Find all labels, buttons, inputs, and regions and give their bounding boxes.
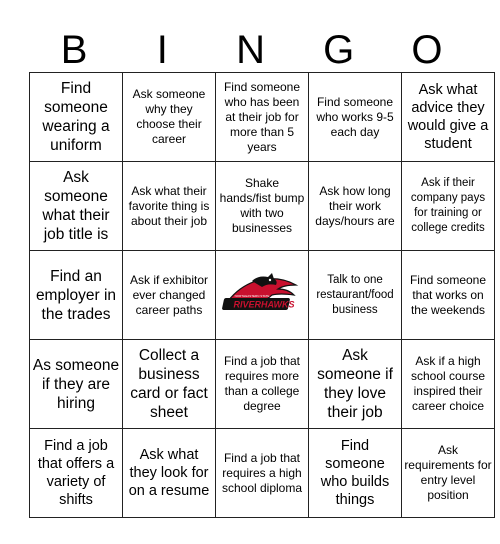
bingo-cell[interactable]: Ask what their favorite thing is about their job [123, 162, 216, 251]
bingo-board [29, 72, 495, 518]
header-letter-o: O [411, 28, 443, 72]
bingo-cell[interactable]: Find someone wearing a uniform [30, 73, 123, 162]
board-row [30, 251, 495, 340]
bingo-cell[interactable]: Shake hands/fist bump with two businesses [216, 162, 309, 251]
header-letter-i: I [156, 28, 168, 72]
bingo-cell[interactable]: As someone if they are hiring [30, 340, 123, 429]
board-row [30, 429, 495, 518]
riverhawks-logo [218, 251, 306, 339]
header-letter-n: N [236, 28, 265, 72]
bingo-cell[interactable]: Find a job that offers a variety of shifts [30, 429, 123, 518]
bingo-cell[interactable]: Ask what advice they would give a student [402, 73, 495, 162]
bingo-cell[interactable]: Ask someone why they choose their career [123, 73, 216, 162]
bingo-cell[interactable]: Find someone who has been at their job for more than 5 years [216, 73, 309, 162]
board-row [30, 162, 495, 251]
bingo-cell[interactable]: Find a job that requires a high school diploma [216, 429, 309, 518]
header-letter-g: G [323, 28, 355, 72]
bingo-cell[interactable]: Talk to one restaurant/food business [309, 251, 402, 340]
bingo-cell[interactable]: Ask requirements for entry level position [402, 429, 495, 518]
bingo-cell[interactable]: Find someone that works on the weekends [402, 251, 495, 340]
svg-text:NORTHEASTERN STATE: NORTHEASTERN STATE [234, 294, 270, 298]
svg-text:RIVERHAWKS: RIVERHAWKS [233, 299, 295, 310]
bingo-header [30, 28, 471, 72]
free-space-cell[interactable] [216, 251, 309, 340]
hawk-logo-icon [222, 271, 302, 319]
header-letter-b: B [60, 28, 88, 72]
bingo-cell[interactable]: Find someone who works 9-5 each day [309, 73, 402, 162]
bingo-cell[interactable]: Collect a business card or fact sheet [123, 340, 216, 429]
bingo-cell[interactable]: Ask someone if they love their job [309, 340, 402, 429]
bingo-cell[interactable]: Find a job that requires more than a college degree [216, 340, 309, 429]
bingo-cell[interactable]: Ask someone what their job title is [30, 162, 123, 251]
bingo-cell[interactable]: Ask if a high school course inspired their career choice [402, 340, 495, 429]
bingo-cell[interactable]: Ask how long their work days/hours are [309, 162, 402, 251]
bingo-cell[interactable]: Ask if exhibitor ever changed career paths [123, 251, 216, 340]
bingo-cell[interactable]: Find an employer in the trades [30, 251, 123, 340]
board-row [30, 73, 495, 162]
bingo-cell[interactable]: Ask if their company pays for training or college credits [402, 162, 495, 251]
board-row [30, 340, 495, 429]
bingo-cell[interactable]: Ask what they look for on a resume [123, 429, 216, 518]
bingo-cell[interactable]: Find someone who builds things [309, 429, 402, 518]
